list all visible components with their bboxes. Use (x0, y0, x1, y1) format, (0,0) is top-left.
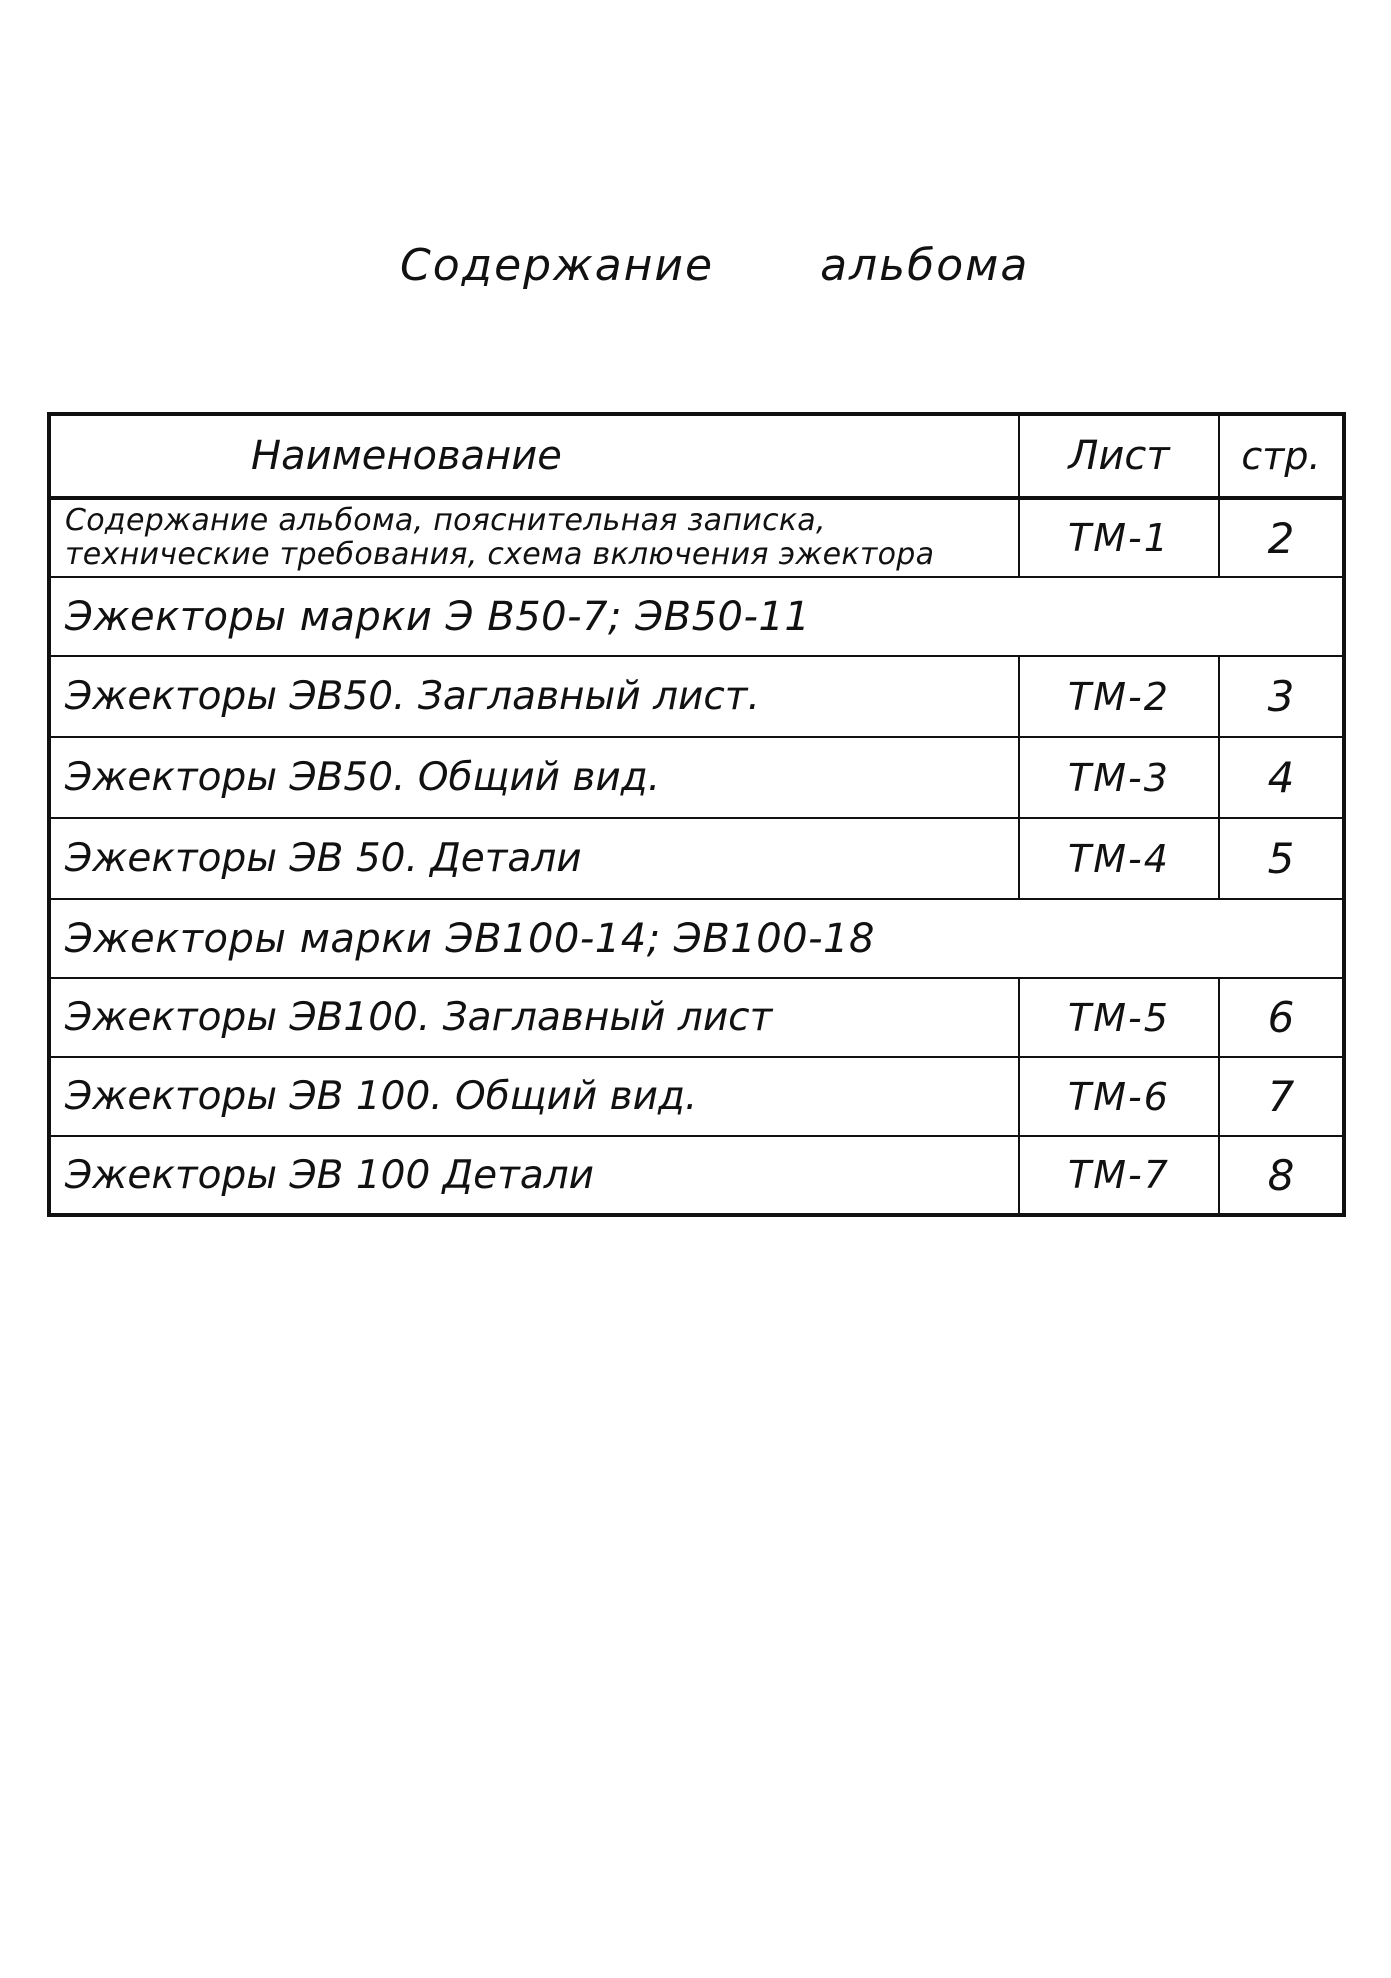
album-contents-title: Содержание альбома (400, 240, 1030, 291)
row-sheet: ТМ-6 (1019, 1057, 1219, 1136)
table-row (49, 1136, 1344, 1215)
group-heading: Эжекторы марки Э В50-7; ЭВ50-11 (49, 577, 1344, 656)
row-sheet: ТМ-7 (1019, 1136, 1219, 1215)
row-name: Эжекторы ЭВ 50. Детали (49, 818, 1019, 899)
row-page: 2 (1219, 498, 1344, 577)
row-page: 3 (1219, 656, 1344, 737)
table-row (49, 818, 1344, 899)
row-sheet: ТМ-5 (1019, 978, 1219, 1057)
group-heading: Эжекторы марки ЭВ100-14; ЭВ100-18 (49, 899, 1344, 978)
contents-table (47, 412, 1346, 1217)
row-name: Эжекторы ЭВ50. Общий вид. (49, 737, 1019, 818)
row-sheet: ТМ-3 (1019, 737, 1219, 818)
table-row (49, 656, 1344, 737)
table-row (49, 978, 1344, 1057)
row-page: 6 (1219, 978, 1344, 1057)
row-name: Эжекторы ЭВ100. Заглавный лист (49, 978, 1019, 1057)
table-header-row (49, 414, 1344, 498)
header-sheet: Лист (1019, 414, 1219, 498)
row-name: Содержание альбома, пояснительная записка, технические требования, схема включения эжектора (49, 498, 1019, 577)
row-page: 8 (1219, 1136, 1344, 1215)
row-page: 7 (1219, 1057, 1344, 1136)
row-sheet: ТМ-1 (1019, 498, 1219, 577)
table-row (49, 1057, 1344, 1136)
row-sheet: ТМ-4 (1019, 818, 1219, 899)
header-page: стр. (1219, 414, 1344, 498)
table-row (49, 737, 1344, 818)
row-name: Эжекторы ЭВ 100. Общий вид. (49, 1057, 1019, 1136)
group-row (49, 577, 1344, 656)
row-name: Эжекторы ЭВ50. Заглавный лист. (49, 656, 1019, 737)
row-name: Эжекторы ЭВ 100 Детали (49, 1136, 1019, 1215)
row-sheet: ТМ-2 (1019, 656, 1219, 737)
row-page: 4 (1219, 737, 1344, 818)
header-name: Наименование (49, 414, 1019, 498)
table-row (49, 498, 1344, 577)
row-page: 5 (1219, 818, 1344, 899)
group-row (49, 899, 1344, 978)
